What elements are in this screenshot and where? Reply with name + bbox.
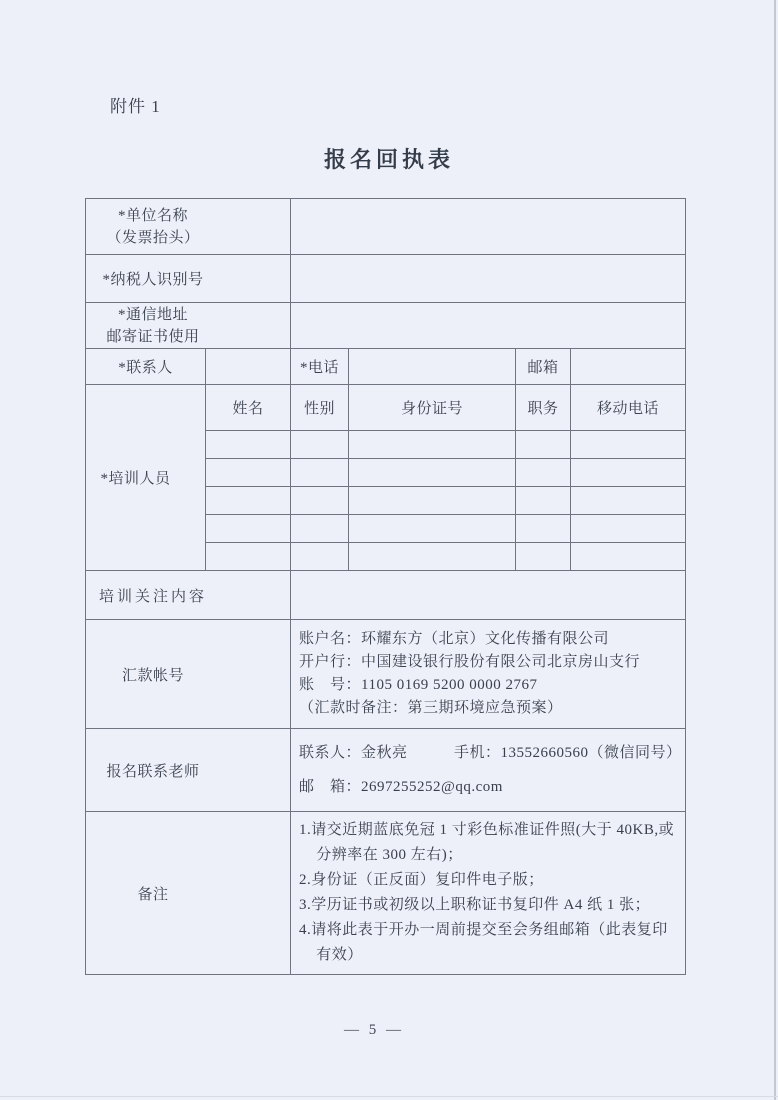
unit-name-label-line1: *单位名称 [118,207,189,224]
trainee-cell [571,515,686,543]
row-contact [86,349,686,385]
trainee-cell [206,431,291,459]
scan-paper-edge-bottom [0,1096,778,1097]
remittance-details [291,620,686,729]
trainee-cell [571,431,686,459]
taxpayer-id-label: *纳税人识别号 [86,255,291,303]
trainee-cell [291,487,349,515]
trainee-col-position: 职务 [516,385,571,431]
trainee-cell [349,487,516,515]
remittance-bank: 开户行：中国建设银行股份有限公司北京房山支行 [299,654,641,670]
trainee-cell [291,459,349,487]
trainee-cell [349,515,516,543]
mailing-address-value [291,303,686,349]
notes-label: 备注 [86,812,291,975]
trainee-cell [516,431,571,459]
mailing-address-label-line1: *通信地址 [118,306,189,323]
trainee-cell [516,487,571,515]
training-focus-label: 培训关注内容 [86,571,291,620]
trainee-cell [291,543,349,571]
trainee-cell [291,515,349,543]
trainee-col-id-number: 身份证号 [349,385,516,431]
trainee-cell [516,459,571,487]
trainee-cell [571,487,686,515]
note-item-3: 3.学历证书或初级以上职称证书复印件 A4 纸 1 张； [299,897,651,913]
training-focus-value [291,571,686,620]
phone-value [349,349,516,385]
unit-name-value [291,199,686,255]
teacher-email-line: 邮 箱：2697255252@qq.com [299,779,503,795]
note-item-2: 2.身份证（正反面）复印件电子版； [299,872,544,888]
email-value [571,349,686,385]
unit-name-label-line2: （发票抬头） [106,229,200,246]
row-taxpayer-id [86,255,686,303]
row-registration-teacher [86,729,686,812]
remittance-account-number: 账 号：1105 0169 5200 0000 2767 [299,677,538,693]
trainee-cell [206,459,291,487]
row-unit-name [86,199,686,255]
note-item-1: 1.请交近期蓝底免冠 1 寸彩色标准证件照(大于 40KB,或分辨率在 300 左右)； [299,822,675,863]
note-item-4: 4.请将此表于开办一周前提交至会务组邮箱（此表复印有效） [299,922,668,963]
row-notes [86,812,686,975]
row-remittance [86,620,686,729]
remittance-memo: （汇款时备注：第三期环境应急预案） [299,700,563,716]
contact-label: *联系人 [86,349,206,385]
remittance-label: 汇款帐号 [86,620,291,729]
trainee-col-name: 姓名 [206,385,291,431]
attachment-label: 附件 1 [110,97,161,116]
trainee-cell [206,543,291,571]
registration-teacher-label: 报名联系老师 [86,729,291,812]
trainee-cell [516,515,571,543]
trainee-col-gender: 性别 [291,385,349,431]
mailing-address-label-line2: 邮寄证书使用 [106,328,200,345]
trainees-label: *培训人员 [86,385,206,571]
email-label: 邮箱 [516,349,571,385]
notes-content [291,812,686,975]
trainee-cell [571,543,686,571]
registration-form-table [85,198,686,975]
page-title: 报名回执表 [323,147,454,172]
mailing-address-label [86,303,291,349]
trainee-col-mobile: 移动电话 [571,385,686,431]
trainee-header-row [86,385,686,431]
phone-label: *电话 [291,349,349,385]
trainee-cell [206,515,291,543]
taxpayer-id-value [291,255,686,303]
registration-teacher-details [291,729,686,812]
trainee-cell [349,543,516,571]
trainee-cell [291,431,349,459]
trainee-cell [206,487,291,515]
remittance-account-name: 账户名：环耀东方（北京）文化传播有限公司 [299,631,610,647]
trainee-cell [349,459,516,487]
row-mailing-address [86,303,686,349]
trainee-cell [349,431,516,459]
row-training-focus [86,571,686,620]
page-number: — 5 — [344,1022,404,1038]
unit-name-label [86,199,291,255]
trainee-cell [571,459,686,487]
trainee-cell [516,543,571,571]
contact-value [206,349,291,385]
teacher-contact-line: 联系人：金秋亮 手机：13552660560（微信同号） [299,745,682,761]
